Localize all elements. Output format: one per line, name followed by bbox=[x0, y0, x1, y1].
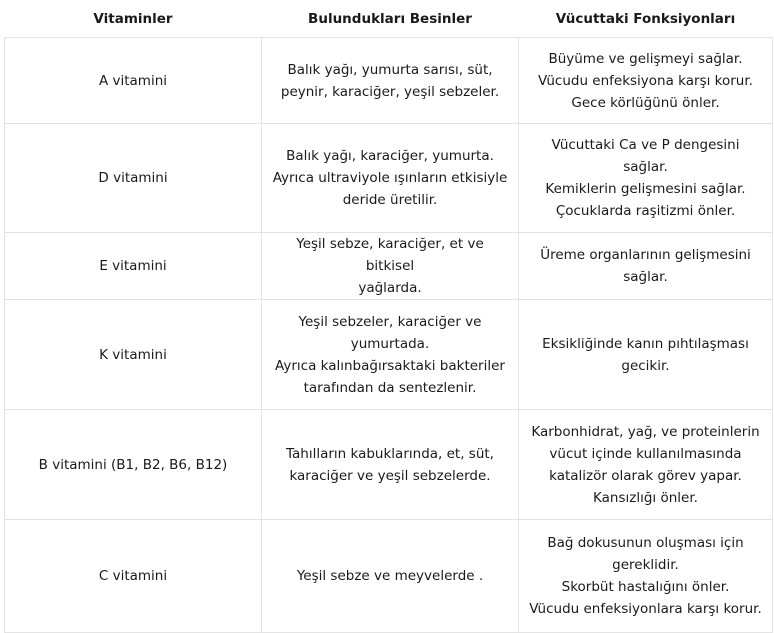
vitamin-name-cell bbox=[5, 233, 262, 300]
sources-line: karaciğer ve yeşil sebzelerde. bbox=[289, 467, 491, 484]
table-body bbox=[5, 38, 773, 633]
functions-line: sağlar. bbox=[623, 269, 668, 285]
functions-line: Karbonhidrat, yağ, ve proteinlerin bbox=[531, 423, 760, 440]
table-row bbox=[5, 124, 773, 233]
sources-cell bbox=[262, 233, 519, 300]
functions-line: gecikir. bbox=[621, 357, 670, 374]
sources-line: Yeşil sebze, karaciğer, et ve bitkisel bbox=[296, 236, 484, 274]
functions-cell bbox=[519, 38, 773, 124]
sources-line: deride üretilir. bbox=[342, 192, 438, 208]
functions-line: Kemiklerin gelişmesini sağlar. bbox=[545, 181, 746, 197]
functions-line: Vücuttaki Ca ve P dengesini bbox=[551, 137, 740, 153]
table-row bbox=[5, 410, 773, 520]
sources-line: Ayrıca ultraviyole ışınların etkisiyle bbox=[272, 170, 508, 186]
table-row bbox=[5, 520, 773, 633]
functions-cell bbox=[519, 300, 773, 410]
header-sources: Bulundukları Besinler bbox=[308, 10, 472, 27]
sources-cell bbox=[262, 38, 519, 124]
functions-line: Bağ dokusunun oluşması için bbox=[547, 535, 744, 551]
functions-line: Skorbüt hastalığını önler. bbox=[561, 579, 730, 595]
vitamin-name-cell bbox=[5, 38, 262, 124]
functions-line: Üreme organlarının gelişmesini bbox=[540, 247, 751, 263]
sources-cell bbox=[262, 410, 519, 520]
vitamin-name-cell bbox=[5, 410, 262, 520]
vitamin-name: K vitamini bbox=[99, 346, 167, 363]
vitamin-name: A vitamini bbox=[98, 72, 168, 89]
functions-line: Çocuklarda raşitizmi önler. bbox=[555, 203, 736, 219]
vitamin-name-cell bbox=[5, 520, 262, 633]
header-functions: Vücuttaki Fonksiyonları bbox=[555, 10, 736, 27]
vitamin-name: C vitamini bbox=[98, 568, 168, 584]
functions-line: Kansızlığı önler. bbox=[593, 489, 698, 506]
sources-line: Tahılların kabuklarında, et, süt, bbox=[286, 445, 494, 462]
functions-line: gereklidir. bbox=[612, 557, 679, 573]
vitamins-table bbox=[4, 0, 773, 633]
vitamin-name-cell bbox=[5, 300, 262, 410]
header-row bbox=[5, 0, 773, 38]
functions-cell bbox=[519, 520, 773, 633]
functions-line: katalizör olarak görev yapar. bbox=[549, 467, 742, 484]
sources-line: Balık yağı, yumurta sarısı, süt, bbox=[287, 61, 493, 78]
sources-cell bbox=[262, 520, 519, 633]
table-row bbox=[5, 38, 773, 124]
functions-line: sağlar. bbox=[623, 159, 668, 175]
sources-line: yumurtada. bbox=[350, 335, 430, 352]
functions-line: Büyüme ve gelişmeyi sağlar. bbox=[548, 50, 743, 67]
sources-line: yağlarda. bbox=[358, 280, 422, 296]
table-row bbox=[5, 233, 773, 300]
sources-line: Ayrıca kalınbağırsaktaki bakteriler bbox=[275, 357, 505, 374]
sources-line: Yeşil sebze ve meyvelerde . bbox=[296, 568, 484, 584]
vitamin-name: D vitamini bbox=[98, 170, 168, 186]
functions-cell bbox=[519, 410, 773, 520]
table-row bbox=[5, 300, 773, 410]
functions-cell bbox=[519, 233, 773, 300]
header-vitamins: Vitaminler bbox=[93, 10, 173, 27]
sources-line: peynir, karaciğer, yeşil sebzeler. bbox=[280, 83, 500, 100]
functions-line: Vücudu enfeksiyona karşı korur. bbox=[538, 72, 753, 89]
sources-cell bbox=[262, 300, 519, 410]
sources-line: Yeşil sebzeler, karaciğer ve bbox=[298, 313, 482, 330]
sources-line: tarafından da sentezlenir. bbox=[303, 379, 477, 396]
functions-line: Gece körlüğünü önler. bbox=[571, 94, 720, 111]
sources-line: Balık yağı, karaciğer, yumurta. bbox=[286, 148, 494, 164]
vitamin-name: E vitamini bbox=[99, 258, 167, 274]
functions-cell bbox=[519, 124, 773, 233]
functions-line: vücut içinde kullanılmasında bbox=[549, 445, 742, 462]
sources-cell bbox=[262, 124, 519, 233]
vitamin-name-cell bbox=[5, 124, 262, 233]
functions-line: Vücudu enfeksiyonlara karşı korur. bbox=[529, 601, 762, 617]
functions-line: Eksikliğinde kanın pıhtılaşması bbox=[542, 335, 749, 352]
vitamin-name: B vitamini (B1, B2, B6, B12) bbox=[38, 456, 228, 473]
